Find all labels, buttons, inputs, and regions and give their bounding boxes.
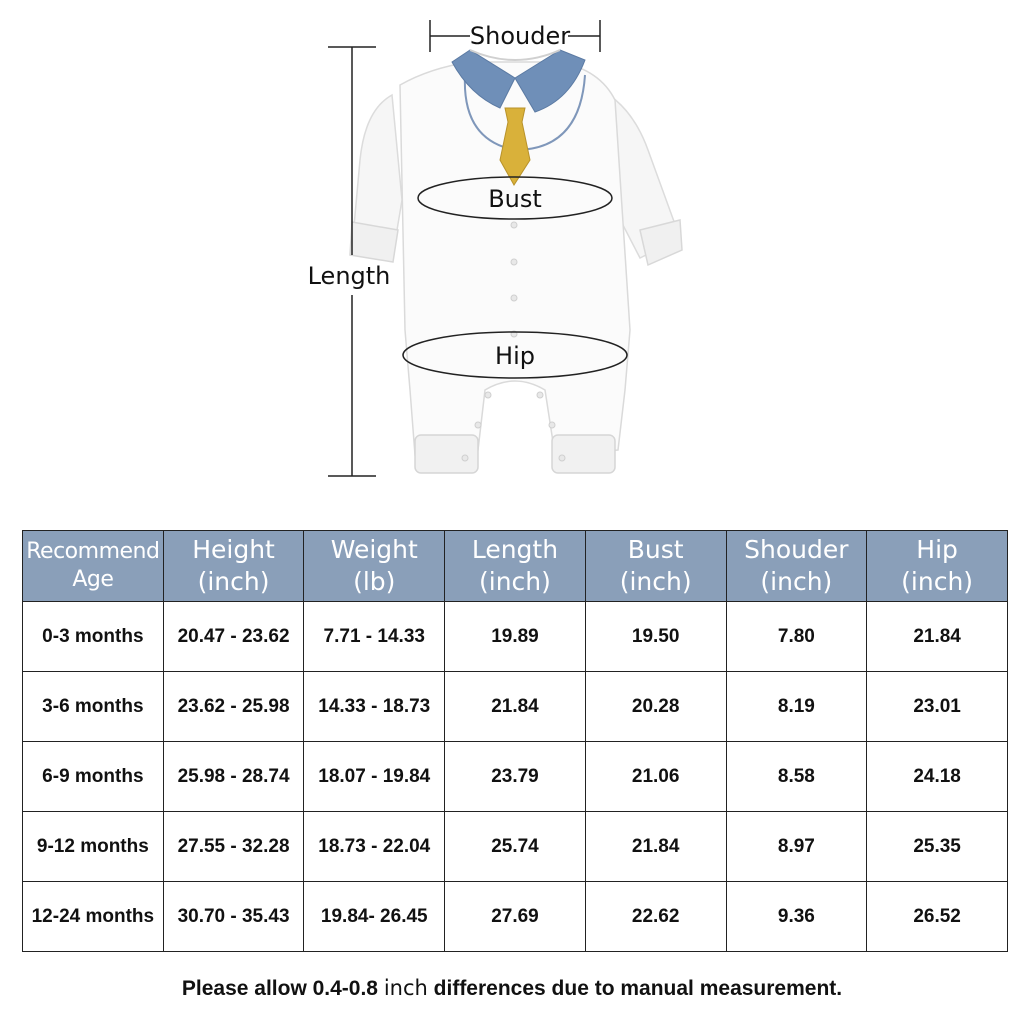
right-leg-cuff	[552, 435, 615, 473]
cell-age: 6-9 months	[23, 742, 164, 812]
cell-length: 21.84	[445, 672, 586, 742]
size-chart-table	[22, 530, 1008, 952]
shoulder-label: Shouder	[469, 22, 571, 50]
romper-illustration	[350, 50, 682, 473]
header-height: Height (inch)	[163, 531, 304, 602]
table-row	[23, 812, 1008, 882]
measurement-note: Please allow 0.4-0.8 inch differences due to manual measurement.	[181, 976, 843, 1000]
table-row	[23, 672, 1008, 742]
cell-bust: 20.28	[585, 672, 726, 742]
cell-height: 20.47 - 23.62	[163, 602, 304, 672]
cell-weight: 7.71 - 14.33	[304, 602, 445, 672]
table-row	[23, 742, 1008, 812]
cell-length: 19.89	[445, 602, 586, 672]
header-length: Length (inch)	[445, 531, 586, 602]
cell-hip: 21.84	[867, 602, 1008, 672]
hip-label: Hip	[495, 342, 535, 370]
table-header-row	[23, 531, 1008, 602]
cell-length: 23.79	[445, 742, 586, 812]
cell-bust: 19.50	[585, 602, 726, 672]
cell-height: 27.55 - 32.28	[163, 812, 304, 882]
cell-age: 12-24 months	[23, 882, 164, 952]
cell-bust: 21.84	[585, 812, 726, 882]
table-row	[23, 602, 1008, 672]
table-row	[23, 882, 1008, 952]
cell-bust: 21.06	[585, 742, 726, 812]
cell-hip: 24.18	[867, 742, 1008, 812]
cell-shoulder: 7.80	[726, 602, 867, 672]
left-leg-cuff	[415, 435, 478, 473]
cell-shoulder: 8.19	[726, 672, 867, 742]
header-shoulder: Shouder (inch)	[726, 531, 867, 602]
cell-hip: 25.35	[867, 812, 1008, 882]
header-bust: Bust (inch)	[585, 531, 726, 602]
cell-hip: 23.01	[867, 672, 1008, 742]
cell-height: 23.62 - 25.98	[163, 672, 304, 742]
romper-measurement-diagram	[0, 0, 1024, 500]
header-recommend-age: Recommend Age	[23, 531, 164, 602]
length-label: Length	[307, 262, 391, 290]
cell-shoulder: 8.97	[726, 812, 867, 882]
header-hip: Hip (inch)	[867, 531, 1008, 602]
bust-label: Bust	[488, 185, 542, 213]
cell-weight: 19.84- 26.45	[304, 882, 445, 952]
cell-weight: 14.33 - 18.73	[304, 672, 445, 742]
cell-length: 27.69	[445, 882, 586, 952]
cell-height: 25.98 - 28.74	[163, 742, 304, 812]
cell-height: 30.70 - 35.43	[163, 882, 304, 952]
cell-bust: 22.62	[585, 882, 726, 952]
cell-age: 3-6 months	[23, 672, 164, 742]
left-cuff	[350, 222, 398, 262]
header-weight: Weight (lb)	[304, 531, 445, 602]
cell-age: 9-12 months	[23, 812, 164, 882]
cell-age: 0-3 months	[23, 602, 164, 672]
cell-length: 25.74	[445, 812, 586, 882]
cell-hip: 26.52	[867, 882, 1008, 952]
cell-shoulder: 8.58	[726, 742, 867, 812]
cell-weight: 18.73 - 22.04	[304, 812, 445, 882]
cell-shoulder: 9.36	[726, 882, 867, 952]
cell-weight: 18.07 - 19.84	[304, 742, 445, 812]
